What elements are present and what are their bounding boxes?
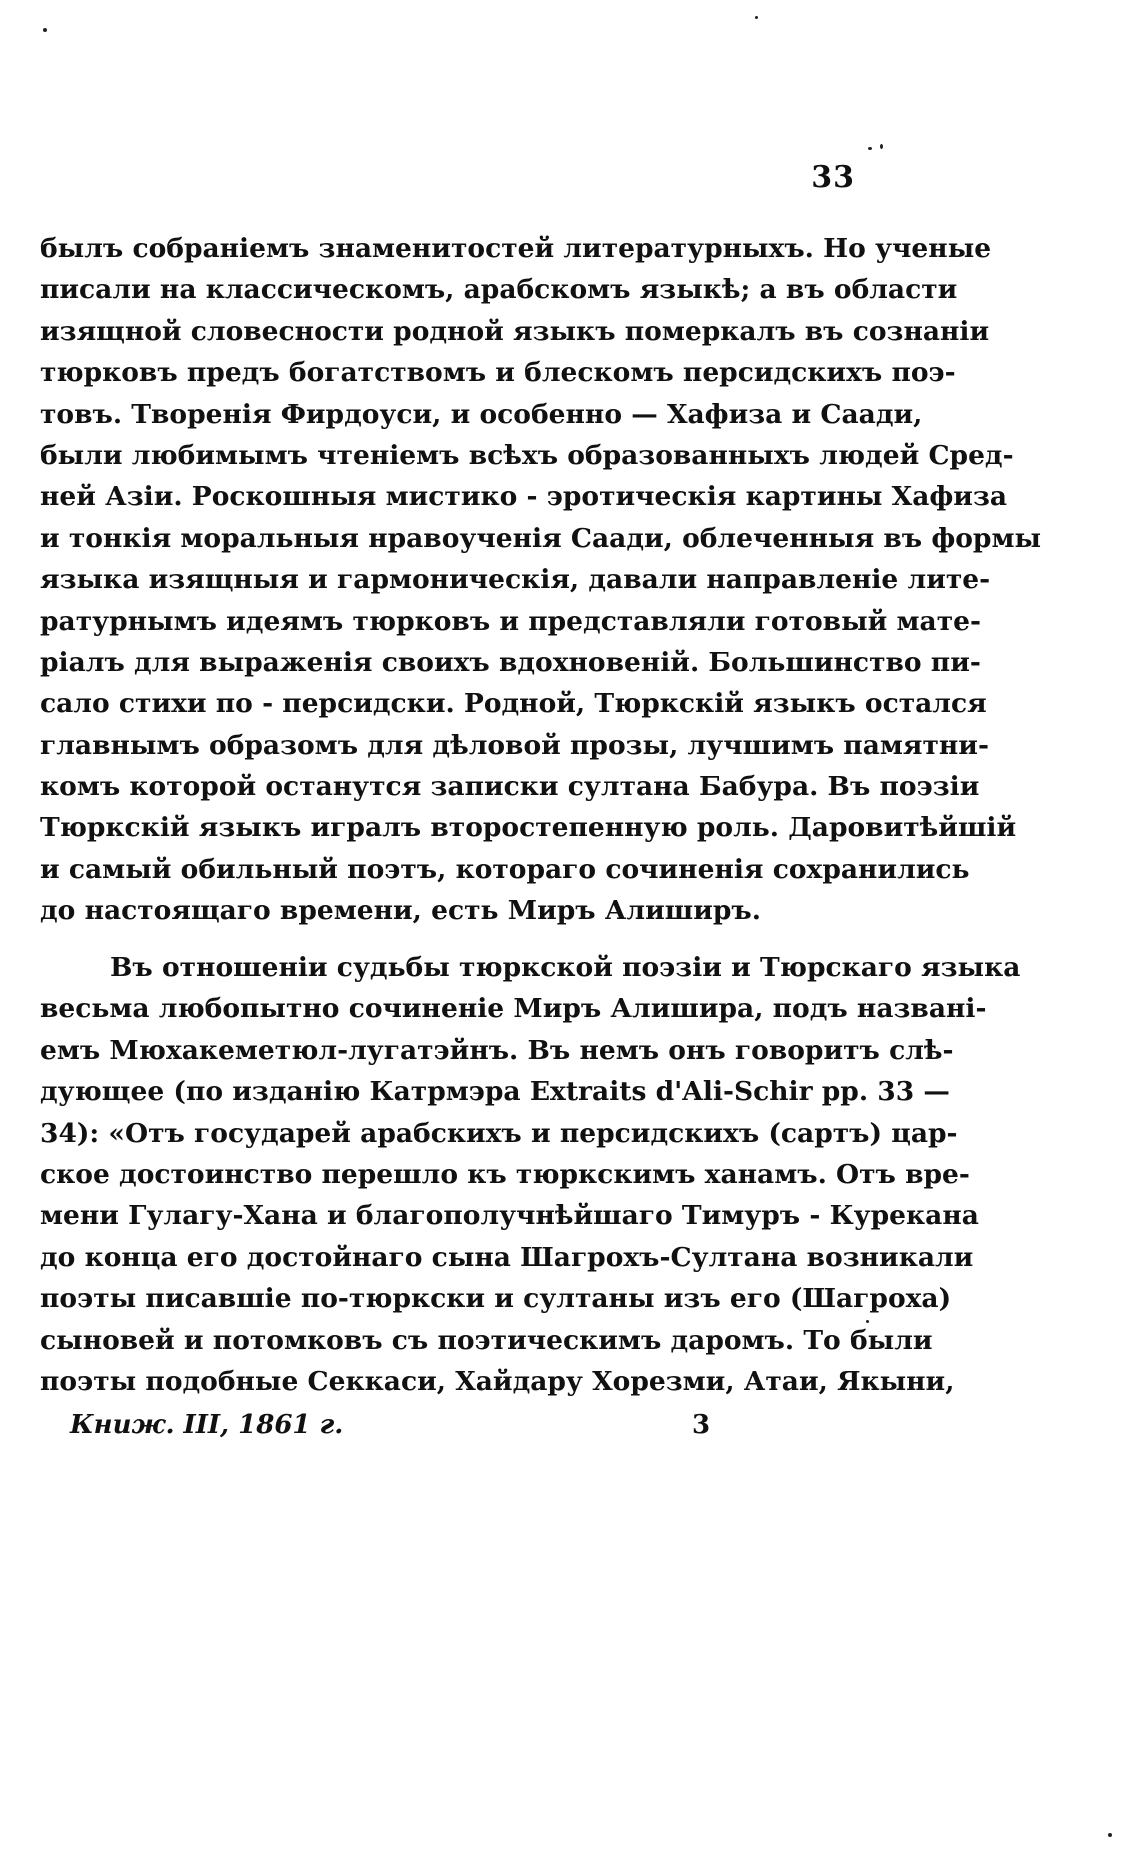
- text-line: тюрковъ предъ богатствомъ и блескомъ персидскихъ поэ-: [40, 357, 956, 389]
- scan-speck: [880, 144, 883, 149]
- text-line: комъ которой останутся записки султана Бабура. Въ поэзіи: [40, 771, 980, 803]
- text-line: ней Азіи. Роскошныя мистико - эротическія картины Хафиза: [40, 481, 1008, 513]
- text-line: и тонкія моральныя нравоученія Саади, облеченныя въ формы: [40, 522, 1042, 554]
- text-line: товъ. Творенія Фирдоуси, и особенно — Хафиза и Саади,: [40, 398, 923, 430]
- scan-speck: [868, 147, 872, 150]
- paragraph-2: [40, 947, 1021, 1402]
- text-line: сыновей и потомковъ съ поэтическимъ даромъ. То были: [40, 1324, 933, 1356]
- page-footer: [70, 1410, 720, 1440]
- text-line: изящной словесности родной языкъ померкалъ въ сознаніи: [40, 315, 990, 347]
- text-line: поэты писавшіе по-тюркски и султаны изъ его (Шагроха): [40, 1283, 952, 1315]
- scan-speck: [1108, 1833, 1112, 1837]
- text-line: Въ отношеніи судьбы тюркской поэзіи и Тюрскаго языка: [110, 952, 1021, 983]
- text-line: ріалъ для выраженія своихъ вдохновеній. Большинство пи-: [40, 646, 981, 678]
- text-line: мени Гулагу-Хана и благополучнѣйшаго Тимуръ - Курекана: [40, 1200, 979, 1232]
- text-line: до конца его достойнаго сына Шагрохъ-Султана возникали: [40, 1241, 974, 1273]
- text-line: поэты подобные Секкаси, Хайдару Хорезми, Атаи, Якыни,: [40, 1365, 955, 1397]
- paragraph-1: [40, 228, 1042, 932]
- text-line: ратурнымъ идеямъ тюрковъ и представляли готовый мате-: [40, 605, 982, 637]
- text-line: до настоящаго времени, есть Миръ Алиширъ.: [40, 895, 761, 927]
- signature-mark: Книж. III, 1861 г.: [70, 1410, 344, 1440]
- text-line: емъ Мюхакеметюл-лугатэйнъ. Въ немъ онъ говоритъ слѣ-: [40, 1034, 954, 1066]
- text-line: былъ собраніемъ знаменитостей литературныхъ. Но ученые: [40, 233, 992, 264]
- text-line: писали на классическомъ, арабскомъ языкѣ; а въ области: [40, 274, 958, 306]
- text-line: были любимымъ чтеніемъ всѣхъ образованныхъ людей Сред-: [40, 439, 1014, 471]
- scan-speck: [43, 28, 47, 32]
- text-line: и самый обильный поэтъ, котораго сочиненія сохранились: [40, 853, 970, 885]
- scan-speck: [866, 1320, 869, 1323]
- text-line: весьма любопытно сочиненіе Миръ Алишира, подъ названі-: [40, 993, 987, 1025]
- text-line: ское достоинство перешло къ тюркскимъ ханамъ. Отъ вре-: [40, 1158, 970, 1190]
- page-number: 33: [811, 160, 855, 195]
- text-line: языка изящныя и гармоническія, давали направленіе лите-: [40, 564, 991, 596]
- scan-speck: [755, 16, 758, 19]
- signature-number: 3: [692, 1410, 711, 1440]
- text-line: дующее (по изданію Катрмэра Extraits d'Ali-Schir pp. 33 —: [40, 1076, 950, 1108]
- text-line: 34): «Отъ государей арабскихъ и персидскихъ (сартъ) цар-: [40, 1117, 958, 1149]
- text-line: сало стихи по - персидски. Родной, Тюркскій языкъ остался: [40, 688, 987, 720]
- text-line: Тюркскій языкъ игралъ второстепенную роль. Даровитѣйшій: [40, 812, 1017, 844]
- text-line: главнымъ образомъ для дѣловой прозы, лучшимъ памятни-: [40, 729, 989, 761]
